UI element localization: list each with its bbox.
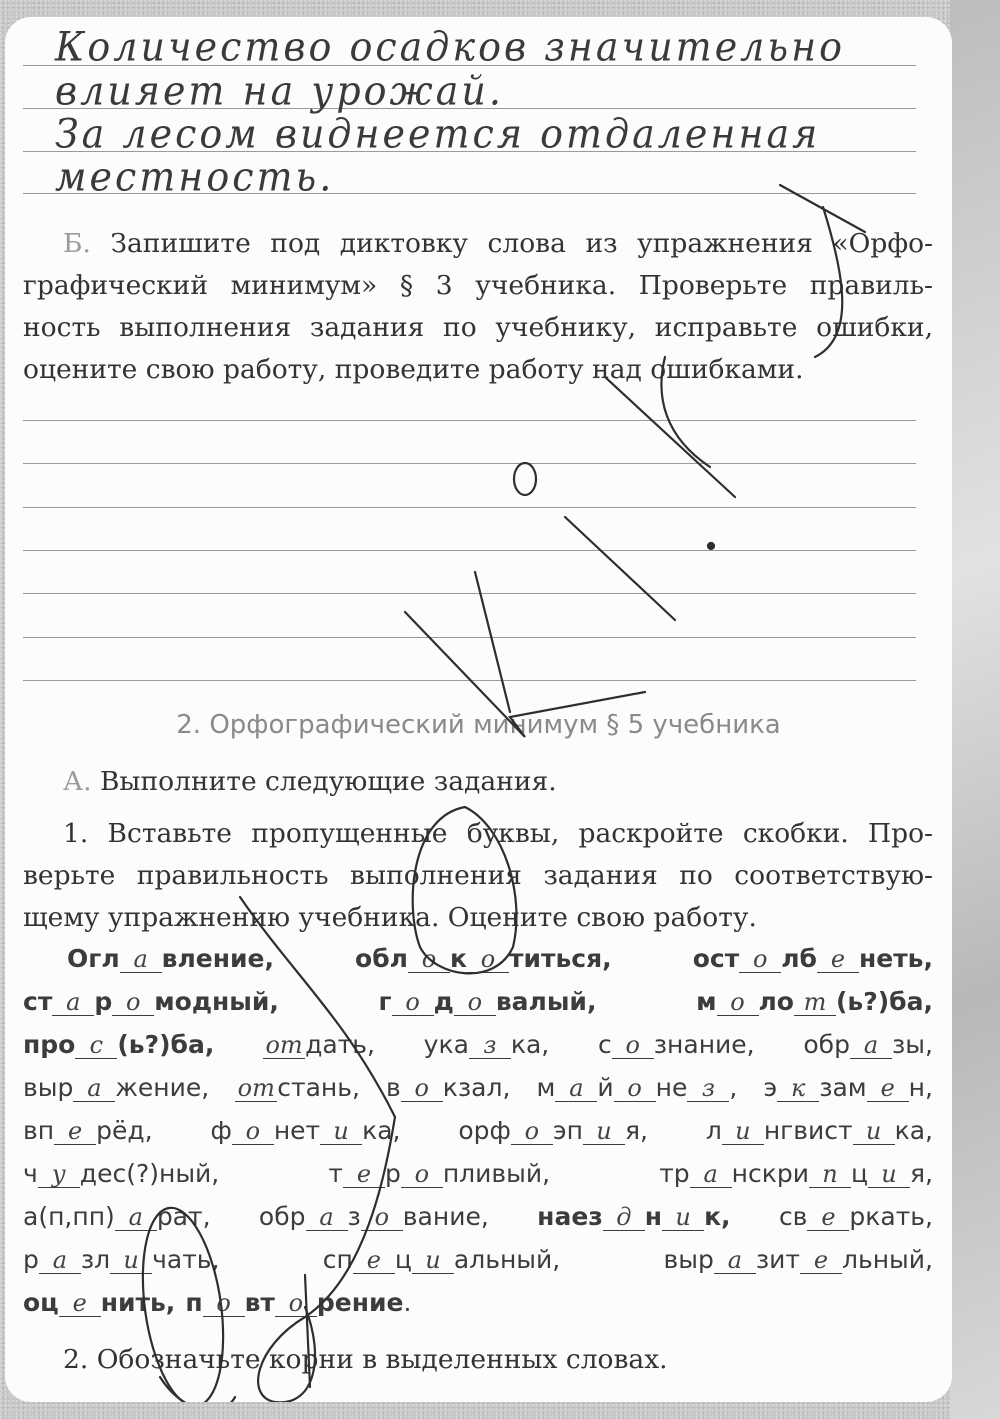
filled-blank[interactable]: о — [401, 1161, 443, 1188]
word-fragment: рёд, — [96, 1116, 153, 1145]
filled-blank[interactable]: и — [722, 1118, 764, 1145]
word-fragment: стань, — [277, 1073, 360, 1102]
fill-in-word — [664, 1238, 933, 1281]
background-texture — [950, 0, 1000, 1419]
filled-blank[interactable]: е — [54, 1118, 96, 1145]
fill-in-word — [598, 1023, 755, 1066]
word-fragment: к — [449, 944, 467, 973]
word-fragment: м — [696, 987, 717, 1016]
dictation-line — [23, 550, 916, 551]
word-fragment: ст — [23, 987, 53, 1016]
fill-in-word — [706, 1109, 933, 1152]
filled-blank[interactable]: о — [739, 946, 781, 973]
word-fragment: льный, — [841, 1245, 933, 1274]
word-fragment: ркать, — [849, 1202, 933, 1231]
filled-blank[interactable]: т — [794, 989, 836, 1016]
dictation-line — [23, 420, 916, 421]
word-fragment: кзал, — [442, 1073, 511, 1102]
filled-blank[interactable]: и — [853, 1118, 895, 1145]
word-fragment: альный, — [453, 1245, 561, 1274]
filled-blank[interactable]: и — [868, 1161, 910, 1188]
task-b-line-3: ность выполнения задания по учебнику, исправьте ошибки, — [23, 312, 933, 343]
dictation-line — [23, 593, 916, 594]
dictation-line — [23, 637, 916, 638]
filled-blank[interactable]: е — [817, 946, 859, 973]
filled-blank[interactable]: е — [800, 1247, 842, 1274]
filled-blank[interactable]: п — [809, 1161, 851, 1188]
word-fragment: ф — [210, 1116, 232, 1145]
word-fragment: рат, — [156, 1202, 211, 1231]
filled-blank[interactable]: и — [320, 1118, 362, 1145]
word-fragment: р — [384, 1159, 401, 1188]
fill-in-word — [537, 1195, 730, 1238]
word-fragment: эп — [552, 1116, 583, 1145]
word-row — [23, 1152, 933, 1195]
filled-blank[interactable]: о — [467, 946, 509, 973]
fill-in-word — [23, 1066, 209, 1109]
filled-blank[interactable]: от — [235, 1075, 277, 1102]
word-fragment: нить, — [100, 1288, 176, 1317]
word-fragment: обр — [258, 1202, 306, 1231]
fill-in-word — [67, 937, 274, 980]
word-row — [23, 1238, 933, 1281]
word-fragment: зл — [80, 1245, 111, 1274]
filled-blank[interactable]: о — [112, 989, 154, 1016]
filled-blank[interactable]: е — [353, 1247, 395, 1274]
fill-in-word — [235, 1066, 360, 1109]
word-fragment: дес(?)ный, — [79, 1159, 220, 1188]
handwritten-line-2: влияет на урожай. — [55, 67, 504, 115]
word-fragment: а(п,пп) — [23, 1202, 115, 1231]
fill-in-word — [210, 1109, 400, 1152]
circle-stroke — [514, 463, 536, 495]
exercise2: 2. Обозначьте корни в выделенных словах. — [63, 1344, 668, 1375]
word-fragment: ч — [23, 1159, 38, 1188]
filled-blank[interactable]: и — [662, 1204, 704, 1231]
word-fragment: с — [598, 1030, 612, 1059]
word-fragment: чать, — [152, 1245, 220, 1274]
word-fragment: зам — [819, 1073, 867, 1102]
word-fragment: ука — [423, 1030, 469, 1059]
section-heading: 2. Орфографический минимум § 5 учебника — [176, 710, 781, 740]
handwritten-line-4: местность. — [55, 153, 335, 201]
word-fragment: ка, — [362, 1116, 401, 1145]
filled-blank[interactable]: а — [115, 1204, 157, 1231]
word-fragment: ц — [850, 1159, 868, 1188]
filled-blank[interactable]: о — [361, 1204, 403, 1231]
word-fragment: модный, — [154, 987, 279, 1016]
task-b-lead: Б. — [63, 228, 91, 259]
word-fragment: й — [597, 1073, 614, 1102]
filled-blank[interactable]: а — [850, 1032, 892, 1059]
word-fragment: вп — [23, 1116, 55, 1145]
word-fragment: оц — [23, 1288, 59, 1317]
word-fragment: вление, — [161, 944, 274, 973]
fill-in-word — [659, 1152, 933, 1195]
fill-in-word — [263, 1023, 375, 1066]
word-fragment: вт — [244, 1288, 275, 1317]
fill-in-word — [379, 980, 597, 1023]
word-fragment: обл — [355, 944, 408, 973]
fill-in-word — [404, 1281, 412, 1324]
fill-in-word — [803, 1023, 933, 1066]
word-fragment: наез — [537, 1202, 603, 1231]
word-fragment: р — [94, 987, 113, 1016]
filled-blank[interactable]: о — [392, 989, 434, 1016]
fill-in-word — [23, 1152, 219, 1195]
filled-blank[interactable]: е — [867, 1075, 909, 1102]
word-fragment: ка, — [894, 1116, 933, 1145]
word-row — [23, 1066, 933, 1109]
fill-in-word — [185, 1281, 403, 1324]
filled-blank[interactable]: а — [306, 1204, 348, 1231]
filled-blank[interactable]: а — [120, 946, 162, 973]
task-b-line-4: оцените свою работу, проведите работу над ошибками. — [23, 354, 804, 385]
filled-blank[interactable]: о — [717, 989, 759, 1016]
fill-in-word — [328, 1152, 550, 1195]
workbook-page — [5, 17, 952, 1402]
handwritten-line-1: Количество осадков значительно — [55, 23, 845, 71]
fill-in-words — [23, 937, 933, 1324]
fill-in-word — [23, 1195, 211, 1238]
dictation-line — [23, 680, 916, 681]
word-row — [23, 1109, 933, 1152]
fill-in-word — [23, 980, 279, 1023]
word-row — [23, 1281, 933, 1324]
exercise1-line-2: верьте правильность выполнения задания по соответствую- — [23, 860, 933, 891]
word-fragment: (ь?)ба, — [117, 1030, 215, 1059]
filled-blank[interactable]: а — [73, 1075, 115, 1102]
fill-in-word — [386, 1066, 510, 1109]
word-fragment: э — [763, 1073, 778, 1102]
word-fragment: зит — [755, 1245, 800, 1274]
handwritten-line-3: За лесом виднеется отдаленная — [55, 110, 821, 158]
word-fragment: зы, — [891, 1030, 933, 1059]
exercise1-line-3: щему упражнению учебника. Оцените свою работу. — [23, 902, 757, 933]
word-fragment: нет — [273, 1116, 321, 1145]
word-fragment: н, — [908, 1073, 933, 1102]
word-fragment: нскри — [731, 1159, 809, 1188]
fill-in-word — [23, 1281, 175, 1324]
word-fragment: к, — [704, 1202, 731, 1231]
task-b-line-2: графический минимум» § 3 учебника. Проверьте правиль- — [23, 270, 933, 301]
word-fragment: ло — [758, 987, 794, 1016]
fill-in-word — [458, 1109, 648, 1152]
filled-blank[interactable]: у — [38, 1161, 80, 1188]
word-row — [23, 1023, 933, 1066]
fill-in-word — [779, 1195, 933, 1238]
word-fragment: г — [378, 987, 392, 1016]
word-fragment: выр — [663, 1245, 714, 1274]
word-fragment: тр — [659, 1159, 690, 1188]
word-fragment: п — [185, 1288, 203, 1317]
filled-blank[interactable]: и — [583, 1118, 625, 1145]
fill-in-word — [693, 937, 933, 980]
task-a-lead: А. — [63, 766, 92, 797]
fill-in-word — [23, 1023, 214, 1066]
fill-in-word — [23, 1109, 153, 1152]
filled-blank[interactable]: к — [777, 1075, 819, 1102]
filled-blank[interactable]: с — [75, 1032, 117, 1059]
word-fragment: орф — [458, 1116, 511, 1145]
word-fragment: н — [644, 1202, 663, 1231]
task-a: А. Выполните следующие задания. — [63, 766, 557, 797]
word-fragment: сп — [322, 1245, 353, 1274]
filled-blank[interactable]: о — [454, 989, 496, 1016]
word-fragment: дать, — [305, 1030, 375, 1059]
word-fragment: пливый, — [442, 1159, 551, 1188]
word-fragment: з — [347, 1202, 361, 1231]
word-row — [23, 937, 933, 980]
word-fragment: в — [386, 1073, 401, 1102]
word-fragment: св — [778, 1202, 808, 1231]
word-fragment: выр — [23, 1073, 74, 1102]
word-row — [23, 980, 933, 1023]
fill-in-word — [323, 1238, 560, 1281]
word-fragment: лб — [781, 944, 817, 973]
word-fragment: (ь?)ба, — [836, 987, 933, 1016]
filled-blank[interactable]: а — [714, 1247, 756, 1274]
word-fragment: ост — [692, 944, 740, 973]
filled-blank[interactable]: о — [232, 1118, 274, 1145]
word-fragment: Огл — [67, 944, 120, 973]
word-fragment: , — [729, 1073, 738, 1102]
word-fragment: валый, — [495, 987, 597, 1016]
dictation-line — [23, 507, 916, 508]
filled-blank[interactable]: о — [203, 1290, 245, 1317]
filled-blank[interactable]: о — [408, 946, 450, 973]
filled-blank[interactable]: о — [401, 1075, 443, 1102]
exercise1-line-1: 1. Вставьте пропущенные буквы, раскройте скобки. Про- — [63, 818, 933, 849]
fill-in-word — [424, 1023, 550, 1066]
filled-blank[interactable]: о — [511, 1118, 553, 1145]
filled-blank[interactable]: д — [603, 1204, 645, 1231]
word-fragment: обр — [803, 1030, 850, 1059]
word-fragment: р — [23, 1245, 39, 1274]
filled-blank[interactable]: а — [39, 1247, 81, 1274]
word-fragment: титься, — [508, 944, 612, 973]
word-fragment: ка, — [510, 1030, 550, 1059]
filled-blank[interactable]: о — [614, 1075, 656, 1102]
filled-blank[interactable]: о — [275, 1290, 317, 1317]
word-fragment: м — [536, 1073, 556, 1102]
filled-blank[interactable]: а — [555, 1075, 597, 1102]
fill-in-word — [259, 1195, 489, 1238]
fill-in-word — [23, 1238, 220, 1281]
filled-blank[interactable]: от — [263, 1032, 305, 1059]
word-fragment: я, — [909, 1159, 933, 1188]
word-fragment: рение — [316, 1288, 404, 1317]
filled-blank[interactable]: е — [59, 1290, 101, 1317]
fill-in-word — [696, 980, 933, 1023]
dot-mark — [708, 543, 714, 549]
filled-blank[interactable]: и — [110, 1247, 152, 1274]
word-fragment: т — [328, 1159, 343, 1188]
filled-blank[interactable]: о — [612, 1032, 654, 1059]
filled-blank[interactable]: е — [343, 1161, 385, 1188]
diagonal-stroke — [565, 517, 675, 620]
filled-blank[interactable]: и — [412, 1247, 454, 1274]
fill-in-word — [537, 1066, 738, 1109]
word-fragment: д — [433, 987, 454, 1016]
word-fragment: ц — [394, 1245, 412, 1274]
word-fragment: про — [23, 1030, 76, 1059]
filled-blank[interactable]: а — [52, 989, 94, 1016]
word-fragment: . — [403, 1288, 412, 1317]
fill-in-word — [763, 1066, 933, 1109]
word-fragment: л — [705, 1116, 722, 1145]
filled-blank[interactable]: е — [807, 1204, 849, 1231]
task-b-line-1: Б. Запишите под диктовку слова из упражнения «Орфо- — [63, 228, 933, 259]
dictation-line — [23, 463, 916, 464]
word-fragment: не — [655, 1073, 688, 1102]
word-fragment: жение, — [115, 1073, 210, 1102]
filled-blank[interactable]: з — [469, 1032, 511, 1059]
word-fragment: знание, — [653, 1030, 755, 1059]
filled-blank[interactable]: а — [690, 1161, 732, 1188]
fill-in-word — [355, 937, 612, 980]
word-fragment: я, — [624, 1116, 648, 1145]
word-fragment: нгвист — [763, 1116, 853, 1145]
word-fragment: вание, — [402, 1202, 489, 1231]
word-fragment: неть, — [858, 944, 933, 973]
word-row — [23, 1195, 933, 1238]
filled-blank[interactable]: з — [687, 1075, 729, 1102]
